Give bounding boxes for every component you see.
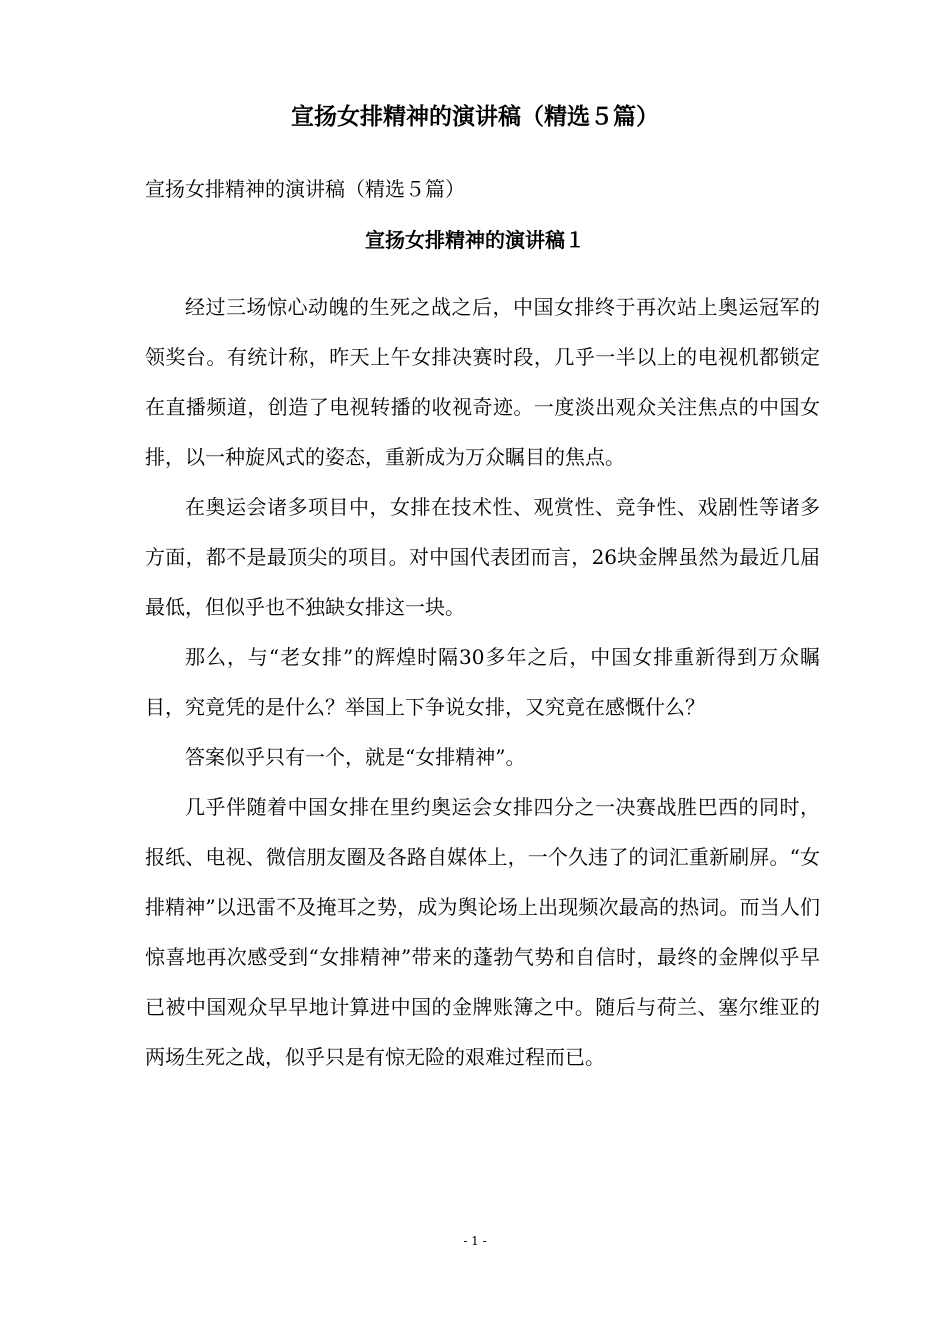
section-heading: 宣扬女排精神的演讲稿１ [365, 228, 585, 252]
document-title: 宣扬女排精神的演讲稿（精选５篇） [291, 103, 659, 130]
document-body [145, 282, 820, 1082]
document-subtitle: 宣扬女排精神的演讲稿（精选５篇） [145, 177, 465, 201]
paragraph-4: 答案似乎只有一个，就是“女排精神”。 [185, 745, 526, 769]
paragraph-3: 那么，与“老女排”的辉煌时隔30多年之后，中国女排重新得到万众瞩目，究竟凭的是什么？举国上下争说女排，又究竟在感慨什么？ [145, 645, 820, 719]
paragraph-1: 经过三场惊心动魄的生死之战之后，中国女排终于再次站上奥运冠军的领奖台。有统计称，昨天上午女排决赛时段，几乎一半以上的电视机都锁定在直播频道，创造了电视转播的收视奇迹。一度淡出观众关注焦点的中国女排，以一种旋风式的姿态，重新成为万众瞩目的焦点。 [145, 295, 820, 469]
paragraph-5: 几乎伴随着中国女排在里约奥运会女排四分之一决赛战胜巴西的同时，报纸、电视、微信朋友圈及各路自媒体上，一个久违了的词汇重新刷屏。“女排精神”以迅雷不及掩耳之势，成为舆论场上出现频次最高的热词。而当人们惊喜地再次感受到“女排精神”带来的蓬勃气势和自信时，最终的金牌似乎早已被中国观众早早地计算进中国的金牌账簿之中。随后与荷兰、塞尔维亚的两场生死之战，似乎只是有惊无险的艰难过程而已。 [145, 795, 820, 1069]
page-number: - 1 - [463, 1234, 487, 1248]
paragraph-2: 在奥运会诸多项目中，女排在技术性、观赏性、竞争性、戏剧性等诸多方面，都不是最顶尖的项目。对中国代表团而言，26块金牌虽然为最近几届最低，但似乎也不独缺女排这一块。 [145, 495, 820, 619]
